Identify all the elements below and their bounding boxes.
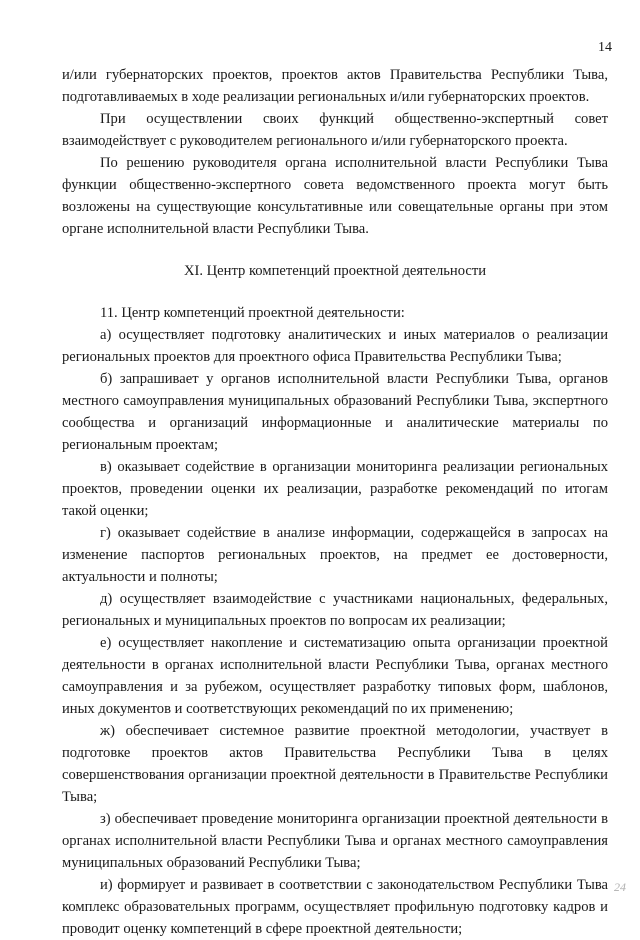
list-item: б) запрашивает у органов исполнительной власти Республики Тыва, органов местного самоуправления муниципальных образований Республики Тыва, экспертного сообщества и организаций информационные и аналитические материалы по региональным проектам; <box>62 371 608 453</box>
list-item: е) осуществляет накопление и систематизацию опыта организации проектной деятельности в органах исполнительной власти Республики Тыва, органах местного самоуправления и за рубежом, осуществляет разработку типовых форм, шаблонов, иных документов и соответствующих рекомендаций по их применению; <box>62 635 608 717</box>
document-body <box>62 64 608 940</box>
paragraph-interaction: При осуществлении своих функций общественно-экспертный совет взаимодействует с руководителем регионального и/или губернаторского проекта. <box>62 111 608 149</box>
page-number: 14 <box>598 40 612 55</box>
list-item: а) осуществляет подготовку аналитических и иных материалов о реализации региональных проектов для проектного офиса Правительства Республики Тыва; <box>62 327 608 365</box>
list-item: з) обеспечивает проведение мониторинга организации проектной деятельности в органах исполнительной власти Республики Тыва и органах местного самоуправления муниципальных образований Республики Тыва; <box>62 811 608 871</box>
list-item: в) оказывает содействие в организации мониторинга реализации региональных проектов, проведении оценки их реализации, разработке рекомендаций по итогам такой оценки; <box>62 459 608 519</box>
section-heading: XI. Центр компетенций проектной деятельности <box>183 263 487 279</box>
intro-continuation: и/или губернаторских проектов, проектов актов Правительства Республики Тыва, подготавливаемых в ходе реализации региональных и/или губернаторских проектов. <box>62 67 608 105</box>
list-item: г) оказывает содействие в анализе информации, содержащейся в запросах на изменение паспортов региональных проектов, на предмет ее достоверности, актуальности и полноты; <box>62 525 608 585</box>
corner-mark: 24 <box>614 880 626 894</box>
list-item: ж) обеспечивает системное развитие проектной методологии, участвует в подготовке проектов актов Правительства Республики Тыва в целях совершенствования организации проектной деятельности в Правительстве Республики Тыва; <box>62 723 608 805</box>
paragraph-decision: По решению руководителя органа исполнительной власти Республики Тыва функции общественно-экспертного совета ведомственного проекта могут быть возложены на существующие консультативные или совещательные органы при этом органе исполнительной власти Республики Тыва. <box>62 155 608 237</box>
clause-intro: 11. Центр компетенций проектной деятельности: <box>100 305 405 321</box>
list-item: д) осуществляет взаимодействие с участниками национальных, федеральных, региональных и муниципальных проектов по вопросам их реализации; <box>62 591 608 629</box>
list-item: и) формирует и развивает в соответствии с законодательством Республики Тыва комплекс образовательных программ, осуществляет профильную подготовку кадров и проводит оценку компетенций в сфере проектной деятельности; <box>62 877 608 937</box>
